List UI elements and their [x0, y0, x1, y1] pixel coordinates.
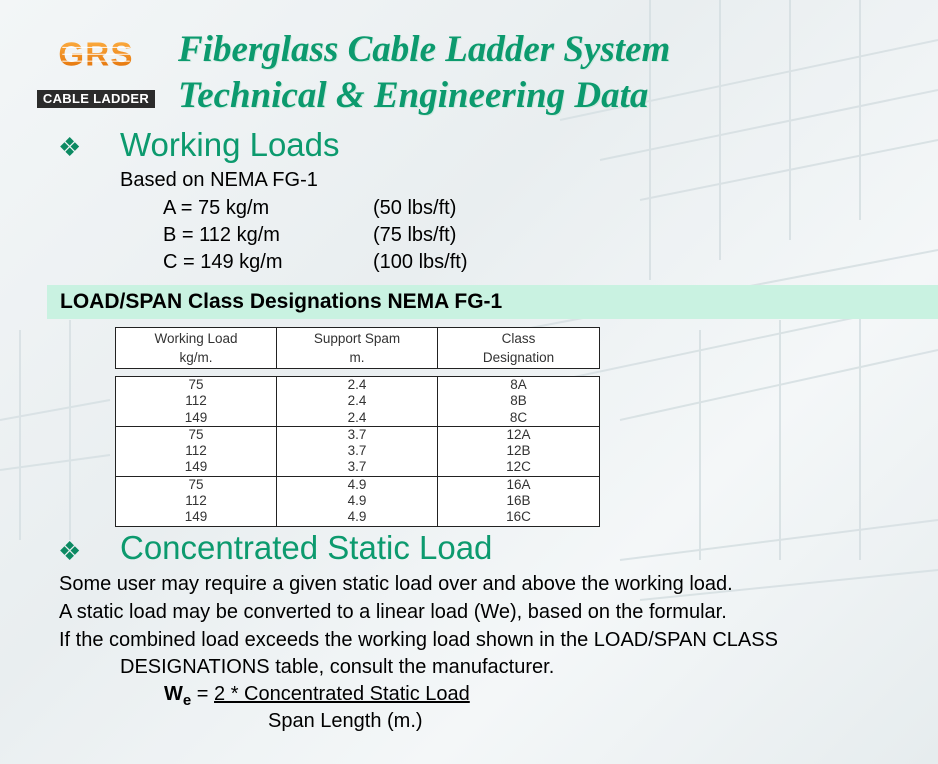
load-row-a-imperial: (50 lbs/ft) [373, 197, 457, 219]
header-support-span-line1: Support Spam [313, 331, 401, 346]
cell-class: 16A [506, 476, 531, 492]
formula-symbol: W [164, 683, 183, 705]
cell-span: 4.9 [347, 493, 367, 509]
cell-span: 2.4 [347, 393, 367, 409]
cell-span: 2.4 [347, 377, 367, 392]
formula-denominator: Span Length (m.) [268, 710, 423, 732]
cell-load: 75 [188, 426, 204, 442]
group-1-classes [438, 377, 600, 427]
formula-numerator: 2 * Concentrated Static Load [214, 683, 470, 705]
table-row [116, 377, 600, 427]
cell-class: 16B [506, 493, 531, 509]
group-2-classes [438, 426, 600, 476]
logo-subtitle: CABLE LADDER [37, 90, 155, 108]
header-working-load-line2: kg/m. [179, 350, 213, 365]
class-designation-band [47, 285, 938, 319]
class-designation-title: LOAD/SPAN Class Designations NEMA FG-1 [60, 290, 503, 313]
class-table-body [115, 376, 600, 527]
cell-span: 2.4 [347, 409, 367, 425]
group-1-spans [277, 377, 438, 427]
cell-span: 3.7 [347, 426, 367, 442]
load-row-b-metric: B = 112 kg/m [163, 224, 280, 246]
group-2-spans [277, 426, 438, 476]
cell-span: 3.7 [347, 443, 367, 459]
cell-span: 4.9 [347, 509, 367, 525]
cell-class: 8C [509, 409, 528, 425]
cell-load: 112 [185, 443, 207, 459]
static-load-heading: Concentrated Static Load [120, 529, 493, 566]
cell-load: 112 [185, 493, 207, 509]
group-1-loads [116, 377, 277, 427]
cell-span: 3.7 [347, 459, 367, 475]
static-load-line3: If the combined load exceeds the working load shown in the LOAD/SPAN CLASS [59, 629, 778, 651]
cell-span: 4.9 [347, 476, 367, 492]
header-class-line2: Designation [482, 350, 555, 365]
header-class-designation [438, 328, 600, 369]
header-support-span [277, 328, 438, 369]
cell-class: 12C [506, 459, 531, 475]
cell-load: 149 [184, 459, 208, 475]
formula-subscript: e [182, 692, 192, 709]
formula-numerator-line [164, 683, 470, 709]
static-load-line4: DESIGNATIONS table, consult the manufacturer. [120, 656, 555, 678]
load-row-c-imperial: (100 lbs/ft) [373, 251, 468, 273]
logo-mark [37, 36, 155, 84]
class-table-header [115, 327, 600, 369]
header-class-line1: Class [501, 331, 536, 346]
cell-load: 149 [184, 409, 208, 425]
group-3-loads [116, 476, 277, 526]
page-title-line2: Technical & Engineering Data [178, 75, 649, 116]
cell-load: 149 [184, 509, 208, 525]
table-row [116, 476, 600, 526]
cell-class: 12B [506, 443, 531, 459]
cell-class: 12A [506, 426, 531, 442]
static-load-line1: Some user may require a given static load over and above the working load. [59, 573, 733, 595]
group-2-loads [116, 426, 277, 476]
header-working-load [116, 328, 277, 369]
group-3-spans [277, 476, 438, 526]
load-row-b-imperial: (75 lbs/ft) [373, 224, 457, 246]
table-row [116, 426, 600, 476]
cell-load: 75 [188, 476, 204, 492]
static-load-line2: A static load may be converted to a linear load (We), based on the formular. [59, 601, 727, 623]
cell-load: 75 [188, 377, 204, 392]
load-row-a-metric: A = 75 kg/m [163, 197, 270, 219]
cell-class: 8B [510, 393, 527, 409]
cell-class: 16C [506, 509, 531, 525]
page-title-line1: Fiberglass Cable Ladder System [178, 29, 671, 70]
load-row-c-metric: C = 149 kg/m [163, 251, 283, 273]
diamond-bullet-icon: ❖ [58, 536, 82, 566]
diamond-bullet-icon: ❖ [58, 132, 82, 162]
cell-load: 112 [185, 393, 207, 409]
cell-class: 8A [510, 377, 527, 392]
header-working-load-line1: Working Load [154, 331, 238, 346]
working-loads-heading: Working Loads [120, 126, 340, 163]
header-support-span-line2: m. [349, 350, 365, 365]
group-3-classes [438, 476, 600, 526]
logo-mark-text: GRS [58, 36, 134, 74]
working-loads-basis: Based on NEMA FG-1 [120, 169, 318, 191]
formula-equals: = [191, 683, 215, 705]
